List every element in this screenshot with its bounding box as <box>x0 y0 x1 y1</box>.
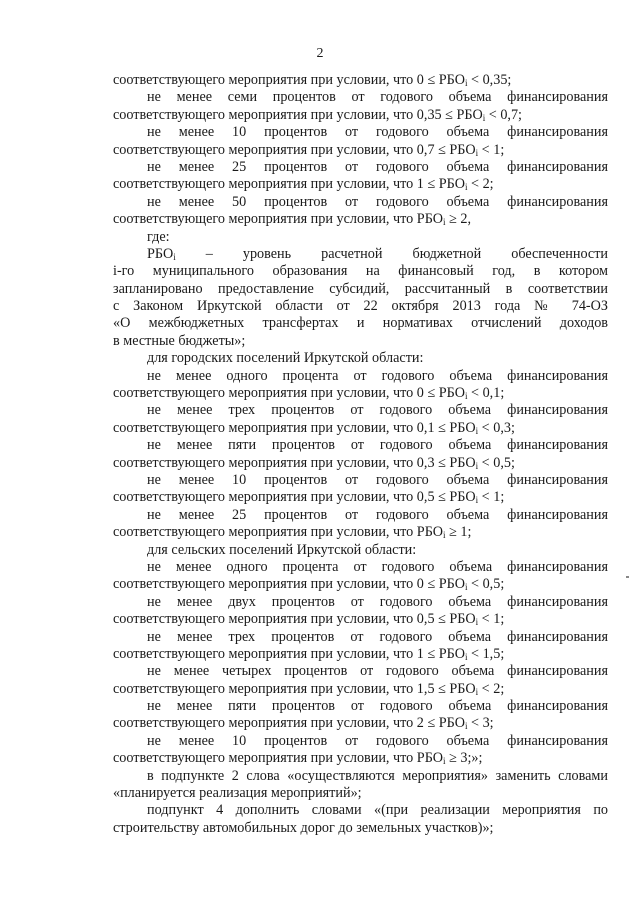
text-line: не менее одного процента от годового объема финансирования <box>147 367 608 384</box>
text-line: соответствующего мероприятия при условии, что $РБО_i \ge 3$;»; <box>113 750 483 767</box>
text-line: соответствующего мероприятия при условии, что $2 \le РБО_i < 3$; <box>113 715 494 732</box>
text-line: «О межбюджетных трансфертах и нормативах отчислений доходов <box>113 315 608 332</box>
text-line: не менее четырех процентов от годового объема финансирования <box>147 663 608 680</box>
text-line: соответствующего мероприятия при условии, что $0 \le РБО_i < 0,35$; <box>113 72 512 88</box>
scan-mark <box>626 576 629 578</box>
text-line: подпункт 4 дополнить словами «(при реализации мероприятия по <box>147 802 608 819</box>
text-line: не менее трех процентов от годового объема финансирования <box>147 628 608 645</box>
text-line: для городских поселений Иркутской области: <box>147 350 424 367</box>
text-line: $РБО_i$ – уровень расчетной бюджетной обеспеченности <box>147 245 608 262</box>
text-line: соответствующего мероприятия при условии, что $0 \le РБО_i < 0,1$; <box>113 385 505 402</box>
text-line: «планируется реализация мероприятий»; <box>113 785 362 802</box>
document-body <box>113 72 608 837</box>
text-line: где: <box>147 228 170 245</box>
text-line: соответствующего мероприятия при условии, что $РБО_i \ge 2$, <box>113 211 472 228</box>
text-line: соответствующего мероприятия при условии, что $0,7 \le РБО_i < 1$; <box>113 141 505 158</box>
text-line: соответствующего мероприятия при условии, что $0,5 \le РБО_i < 1$; <box>113 489 505 506</box>
text-line: i-го муниципального образования на финансовый год, в котором <box>113 263 608 280</box>
text-line: не менее 10 процентов от годового объема финансирования <box>147 732 608 749</box>
text-line: запланировано предоставление субсидий, рассчитанный в соответствии <box>113 280 608 297</box>
text-line: в подпункте 2 слова «осуществляются мероприятия» заменить словами <box>147 767 608 784</box>
text-line: соответствующего мероприятия при условии, что $0 \le РБО_i < 0,5$; <box>113 576 505 593</box>
text-line: соответствующего мероприятия при условии, что $1 \le РБО_i < 1,5$; <box>113 645 505 662</box>
text-line: соответствующего мероприятия при условии, что $0,3 \le РБО_i < 0,5$; <box>113 454 515 471</box>
text-line: соответствующего мероприятия при условии, что $0,5 \le РБО_i < 1$; <box>113 611 505 628</box>
page-number: 2 <box>316 46 324 61</box>
text-line: соответствующего мероприятия при условии, что $0,35 \le РБО_i < 0,7$; <box>113 106 522 123</box>
text-line: строительству автомобильных дорог до земельных участков)»; <box>113 819 494 836</box>
text-line: с Законом Иркутской области от 22 октября 2013 года № 74-ОЗ <box>113 298 608 315</box>
text-line: не менее 25 процентов от годового объема финансирования <box>147 158 608 175</box>
text-line: соответствующего мероприятия при условии, что $1 \le РБО_i < 2$; <box>113 176 494 193</box>
text-line: не менее семи процентов от годового объема финансирования <box>147 89 608 106</box>
text-line: не менее трех процентов от годового объема финансирования <box>147 402 608 419</box>
text-line: соответствующего мероприятия при условии, что $1,5 \le РБО_i < 2$; <box>113 680 505 697</box>
text-line: не менее пяти процентов от годового объема финансирования <box>147 698 608 715</box>
text-line: не менее 50 процентов от годового объема финансирования <box>147 193 608 210</box>
text-line: для сельских поселений Иркутской области: <box>147 541 417 558</box>
text-line: не менее одного процента от годового объема финансирования <box>147 558 608 575</box>
text-line: в местные бюджеты»; <box>113 332 246 349</box>
text-line: не менее 10 процентов от годового объема финансирования <box>147 471 608 488</box>
text-line: не менее двух процентов от годового объема финансирования <box>147 593 608 610</box>
text-line: не менее пяти процентов от годового объема финансирования <box>147 437 608 454</box>
text-line: соответствующего мероприятия при условии, что $РБО_i \ge 1$; <box>113 524 472 541</box>
text-line: не менее 25 процентов от годового объема финансирования <box>147 506 608 523</box>
text-line: соответствующего мероприятия при условии, что $0,1 \le РБО_i < 0,3$; <box>113 419 515 436</box>
text-line: не менее 10 процентов от годового объема финансирования <box>147 124 608 141</box>
